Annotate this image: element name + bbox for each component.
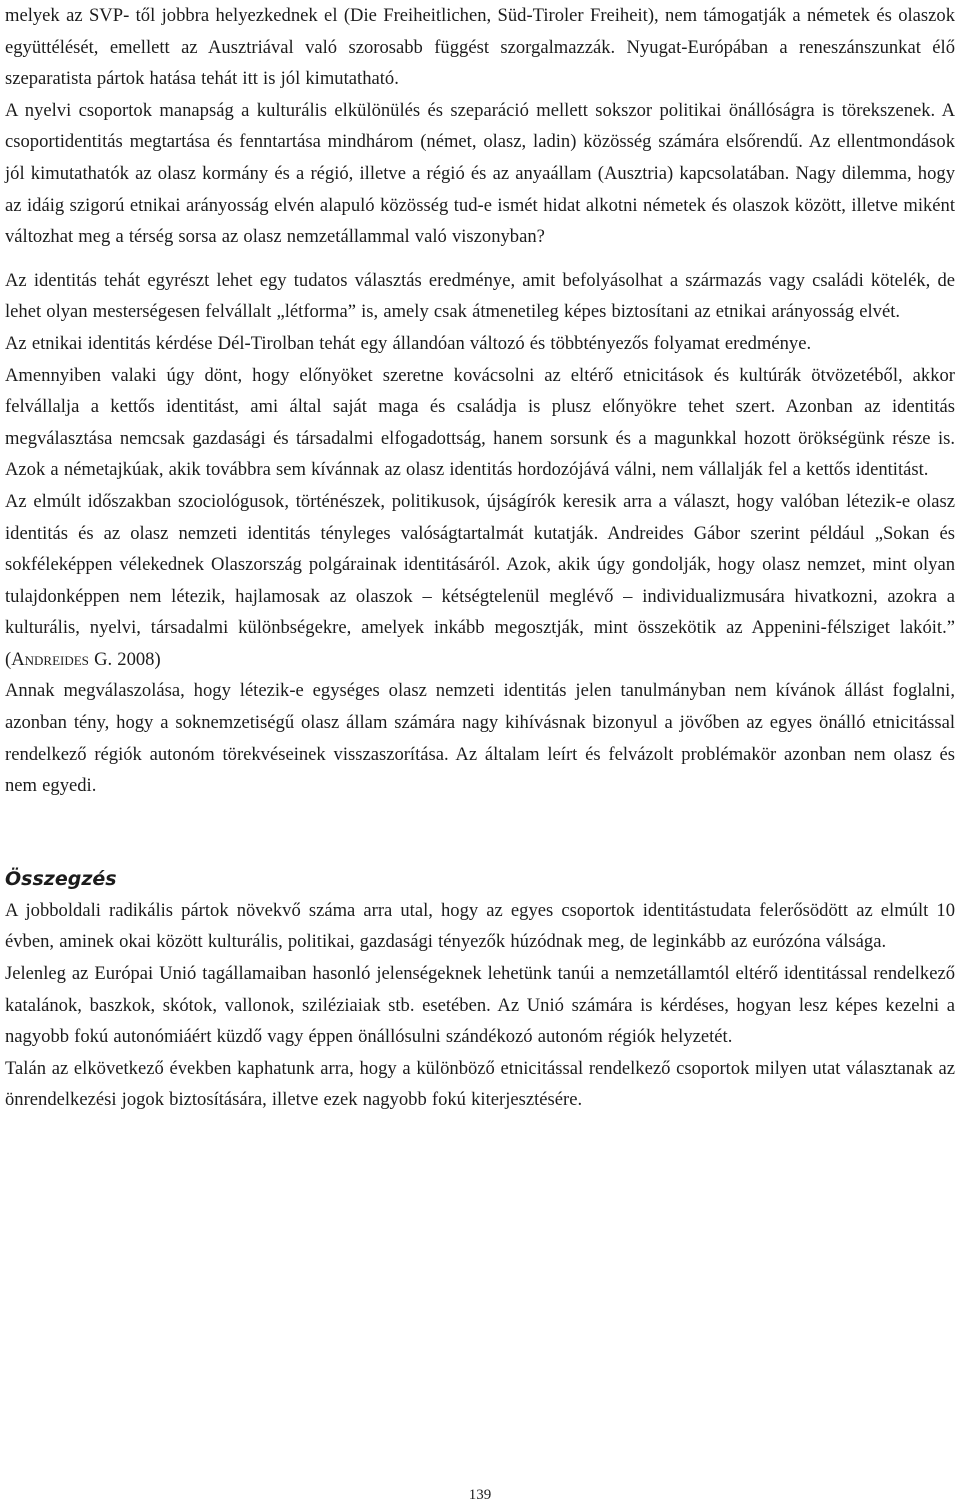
section-title: Összegzés xyxy=(5,867,117,890)
summary-paragraph: Talán az elkövetkező években kaphatunk arra, hogy a különböző etnicitással rendelkező csoportok milyen utat választanak az önrendelkezési jogok biztosítására, illetve ezek nagyobb fokú kiterjesztésére. xyxy=(5,1057,955,1111)
section-gap xyxy=(5,802,955,864)
document-page xyxy=(5,0,955,1116)
citation-text: Az elmúlt időszakban szociológusok, történészek, politikusok, újságírók keresik arra a választ, hogy valóban létezik-e olasz identitás és az olasz nemzeti identitás tényleges valóságtartalmát kutatják. Andreides Gábor szerint például „Sokan és sokféleképpen vélekednek Olaszország polgárainak identitásáról. Azok, akik úgy gondolják, hogy olasz nemzet, mint olyan tulajdonképpen nem létezik, hajlamosak az olaszok – kétségtelenül meglévő – individualizmusára hivatkozni, azokra a kulturális, nyelvi, társadalmi különbségekre, amelyek inkább megosztják, mint összekötik az Appenini-félsziget lakóit.” ( xyxy=(5,490,955,670)
body-paragraph: melyek az SVP- től jobbra helyezkednek el (Die Freiheitlichen, Süd-Tiroler Freiheit), nem támogatják a németek és olaszok együttélését, emellett az Ausztriával való szorosabb függést szorgalmazzák. Nyugat-Európában a reneszánszunkat élő szeparatista pártok hatása tehát itt is jól kimutatható. xyxy=(5,5,955,90)
page-number: 139 xyxy=(468,1487,492,1503)
body-paragraph: Annak megválaszolása, hogy létezik-e egységes olasz nemzeti identitás jelen tanulmányban nem kívánok állást foglalni, azonban tény, hogy a soknemzetiségű olasz állam számára nagy kihívásnak bizonyul a jövőben az egyes önálló etnicitással rendelkező régiók autonóm törekvéseinek visszaszorítása. Az általam leírt és felvázolt problémakör azonban nem olasz és nem egyedi. xyxy=(5,680,955,797)
summary-paragraph: Jelenleg az Európai Unió tagállamaiban hasonló jelenségeknek lehetünk tanúi a nemzetállamtól eltérő identitással rendelkező katalánok, baszkok, skótok, vallonok, sziléziaiak stb. esetében. Az Unió számára is kérdéses, hogyan lesz képes kezelni a nagyobb fokú autonómiáért küzdő vagy éppen önállósulni szándékozó autonóm régiók helyzetét. xyxy=(5,963,955,1048)
body-paragraph: Amennyiben valaki úgy dönt, hogy előnyöket szeretne kovácsolni az eltérő etnicitások és kultúrák ötvözetéből, akkor felvállalja a kettős identitást, ami által saját maga és családja is plusz előnyökre tehet szert. Azonban az identitás megválasztása nemcsak gazdasági és társadalmi elfogadottság, hanem sorsunk és a magunkkal hozott örökségünk része is. Azok a németajkúak, akik továbbra sem kívánnak az olasz identitás hordozójává válni, nem vállalják fel a kettős identitást. xyxy=(5,364,955,481)
citation-paragraph xyxy=(5,486,955,676)
body-paragraph: A nyelvi csoportok manapság a kulturális elkülönülés és szeparáció mellett sokszor politikai önállóságra is törekszenek. A csoportidentitás megtartása és fenntartása mindhárom (német, olasz, ladin) közösség számára elsőrendű. Az ellentmondások jól kimutathatók az olasz kormány és a régió, illetve a régió és az anyaállam (Ausztria) kapcsolatában. Nagy dilemma, hogy az idáig szigorú etnikai arányosság elvén alapuló közösség tud-e ismét hidat alkotni németek és olaszok között, illetve miként változhat meg a térség sorsa az olasz nemzetállammal való viszonyban? xyxy=(5,99,955,248)
body-paragraph: Az etnikai identitás kérdése Dél-Tirolban tehát egy állandóan változó és többtényezős folyamat eredménye. xyxy=(5,332,812,354)
citation-tail: G. 2008) xyxy=(88,648,161,670)
paragraph-gap xyxy=(5,253,955,265)
citation-author: Andreides xyxy=(11,648,89,670)
summary-paragraph: A jobboldali radikális pártok növekvő száma arra utal, hogy az egyes csoportok identitástudata felerősödött az elmúlt 10 évben, aminek okai között kulturális, politikai, gazdasági tényezők húzódnak meg, de leginkább az eurózóna válsága. xyxy=(5,899,955,953)
body-paragraph: Az identitás tehát egyrészt lehet egy tudatos választás eredménye, amit befolyásolhat a származás vagy családi kötelék, de lehet olyan mesterségesen felvállalt „létforma” is, amely csak átmenetileg képes biztosítani az etnikai arányosság elvét. xyxy=(5,269,955,323)
